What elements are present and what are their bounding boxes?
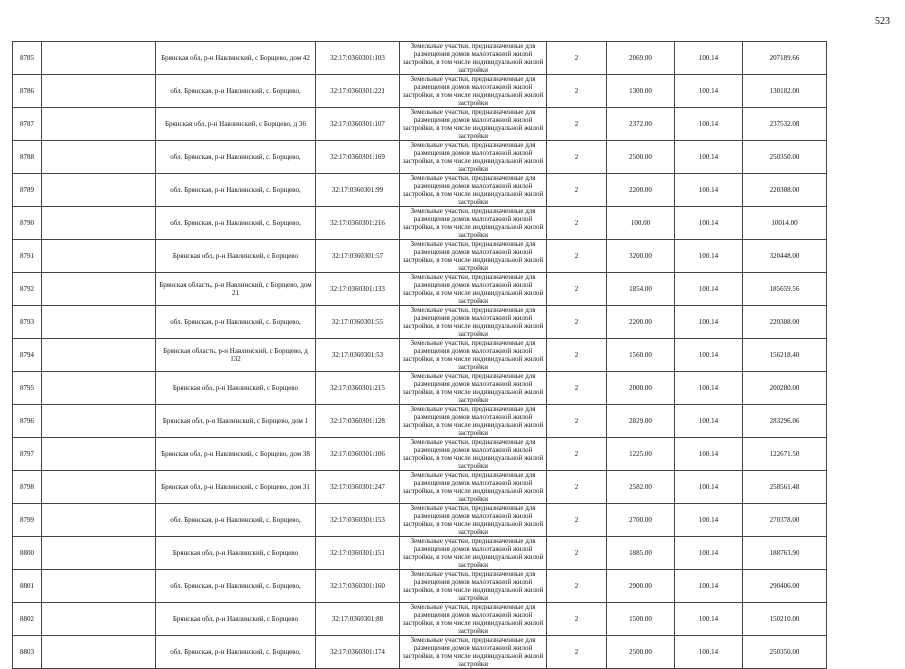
land-use-cell: Земельные участки, предназначенные для размещения домов малоэтажной жилой застройки, в том числе индивидуальной жилой застройки (400, 570, 547, 603)
address-cell: обл. Брянская, р-н Навлинский, с. Борщево, (156, 141, 316, 174)
address-cell: обл. Брянская, р-н Навлинский, с. Борщево, (156, 570, 316, 603)
row-number: 8797 (13, 438, 42, 471)
cadastral-value-cell: 150210.00 (743, 603, 827, 636)
row-number: 8796 (13, 405, 42, 438)
cadastral-number-cell: 32:17:0360301:106 (316, 438, 400, 471)
empty-column (42, 141, 156, 174)
address-cell: Брянская обл, р-н Навлинский, с Борщево (156, 603, 316, 636)
area-cell: 2582.00 (607, 471, 675, 504)
address-cell: Брянская обл, р-н Навлинский, с Борщево, д 36 (156, 108, 316, 141)
group-cell: 2 (547, 405, 607, 438)
cadastral-value-cell: 10014.00 (743, 207, 827, 240)
empty-column (42, 438, 156, 471)
cadastral-number-cell: 32:17:0360301:133 (316, 273, 400, 306)
cadastral-value-cell: 207189.66 (743, 42, 827, 75)
cadastral-value-cell: 250350.00 (743, 141, 827, 174)
table-row (13, 471, 827, 504)
address-cell: Брянская область, р-н Навлинский, с Борщево, дом 21 (156, 273, 316, 306)
empty-column (42, 108, 156, 141)
land-register-table (12, 41, 827, 669)
land-use-cell: Земельные участки, предназначенные для размещения домов малоэтажной жилой застройки, в том числе индивидуальной жилой застройки (400, 339, 547, 372)
cadastral-number-cell: 32:17:0360301:57 (316, 240, 400, 273)
cadastral-number-cell: 32:17:0360301:216 (316, 207, 400, 240)
cadastral-value-cell: 320448.00 (743, 240, 827, 273)
page-number: 523 (875, 16, 890, 27)
rate-cell: 100.14 (675, 174, 743, 207)
group-cell: 2 (547, 636, 607, 669)
row-number: 8792 (13, 273, 42, 306)
land-use-cell: Земельные участки, предназначенные для размещения домов малоэтажной жилой застройки, в том числе индивидуальной жилой застройки (400, 405, 547, 438)
rate-cell: 100.14 (675, 240, 743, 273)
empty-column (42, 207, 156, 240)
row-number: 8801 (13, 570, 42, 603)
empty-column (42, 405, 156, 438)
cadastral-number-cell: 32:17:0360301:55 (316, 306, 400, 339)
address-cell: Брянская область, р-н Навлинский, с Борщево, д 132 (156, 339, 316, 372)
group-cell: 2 (547, 174, 607, 207)
area-cell: 2200.00 (607, 306, 675, 339)
area-cell: 2700.00 (607, 504, 675, 537)
cadastral-number-cell: 32:17:0360301:247 (316, 471, 400, 504)
address-cell: обл. Брянская, р-н Навлинский, с. Борщево, (156, 207, 316, 240)
cadastral-value-cell: 185659.56 (743, 273, 827, 306)
group-cell: 2 (547, 438, 607, 471)
address-cell: Брянская обл, р-н Навлинский, с Борщево (156, 372, 316, 405)
cadastral-value-cell: 283296.06 (743, 405, 827, 438)
row-number: 8785 (13, 42, 42, 75)
rate-cell: 100.14 (675, 207, 743, 240)
area-cell: 2500.00 (607, 141, 675, 174)
empty-column (42, 339, 156, 372)
table-row (13, 570, 827, 603)
table-row (13, 636, 827, 669)
group-cell: 2 (547, 207, 607, 240)
row-number: 8802 (13, 603, 42, 636)
cadastral-number-cell: 32:17:0360301:169 (316, 141, 400, 174)
row-number: 8798 (13, 471, 42, 504)
cadastral-number-cell: 32:17:0360301:221 (316, 75, 400, 108)
rate-cell: 100.14 (675, 42, 743, 75)
cadastral-value-cell: 290406.00 (743, 570, 827, 603)
area-cell: 1225.00 (607, 438, 675, 471)
rate-cell: 100.14 (675, 636, 743, 669)
empty-column (42, 603, 156, 636)
rate-cell: 100.14 (675, 405, 743, 438)
land-use-cell: Земельные участки, предназначенные для размещения домов малоэтажной жилой застройки, в том числе индивидуальной жилой застройки (400, 372, 547, 405)
row-number: 8795 (13, 372, 42, 405)
cadastral-value-cell: 200280.00 (743, 372, 827, 405)
area-cell: 2829.00 (607, 405, 675, 438)
area-cell: 1885.00 (607, 537, 675, 570)
cadastral-number-cell: 32:17:0360301:215 (316, 372, 400, 405)
row-number: 8790 (13, 207, 42, 240)
cadastral-number-cell: 32:17:0360301:160 (316, 570, 400, 603)
group-cell: 2 (547, 504, 607, 537)
cadastral-value-cell: 220308.00 (743, 306, 827, 339)
rate-cell: 100.14 (675, 273, 743, 306)
row-number: 8803 (13, 636, 42, 669)
group-cell: 2 (547, 570, 607, 603)
cadastral-number-cell: 32:17:0360301:174 (316, 636, 400, 669)
rate-cell: 100.14 (675, 108, 743, 141)
table-row (13, 240, 827, 273)
rate-cell: 100.14 (675, 339, 743, 372)
address-cell: Брянская обл, р-н Навлинский, с Борщево, дом 31 (156, 471, 316, 504)
area-cell: 1854.00 (607, 273, 675, 306)
cadastral-number-cell: 32:17:0360301:128 (316, 405, 400, 438)
group-cell: 2 (547, 372, 607, 405)
land-use-cell: Земельные участки, предназначенные для размещения домов малоэтажной жилой застройки, в том числе индивидуальной жилой застройки (400, 438, 547, 471)
cadastral-number-cell: 32:17:0360301:107 (316, 108, 400, 141)
area-cell: 2900.00 (607, 570, 675, 603)
cadastral-number-cell: 32:17:0360301:99 (316, 174, 400, 207)
empty-column (42, 273, 156, 306)
table-row (13, 207, 827, 240)
address-cell: Брянская обл, р-н Навлинский, с Борщево, дом 1 (156, 405, 316, 438)
area-cell: 2500.00 (607, 636, 675, 669)
cadastral-number-cell: 32:17:0360301:153 (316, 504, 400, 537)
cadastral-value-cell: 130182.00 (743, 75, 827, 108)
row-number: 8800 (13, 537, 42, 570)
land-use-cell: Земельные участки, предназначенные для размещения домов малоэтажной жилой застройки, в том числе индивидуальной жилой застройки (400, 108, 547, 141)
empty-column (42, 504, 156, 537)
table-row (13, 504, 827, 537)
area-cell: 2372.00 (607, 108, 675, 141)
address-cell: обл. Брянская, р-н Навлинский, с. Борщево, (156, 75, 316, 108)
land-use-cell: Земельные участки, предназначенные для размещения домов малоэтажной жилой застройки, в том числе индивидуальной жилой застройки (400, 537, 547, 570)
cadastral-value-cell: 188763.90 (743, 537, 827, 570)
rate-cell: 100.14 (675, 471, 743, 504)
address-cell: обл. Брянская, р-н Навлинский, с. Борщево, (156, 636, 316, 669)
empty-column (42, 636, 156, 669)
area-cell: 2200.00 (607, 174, 675, 207)
rate-cell: 100.14 (675, 438, 743, 471)
rate-cell: 100.14 (675, 372, 743, 405)
empty-column (42, 471, 156, 504)
address-cell: обл. Брянская, р-н Навлинский, с. Борщево, (156, 306, 316, 339)
group-cell: 2 (547, 339, 607, 372)
cadastral-value-cell: 122671.50 (743, 438, 827, 471)
empty-column (42, 42, 156, 75)
land-use-cell: Земельные участки, предназначенные для размещения домов малоэтажной жилой застройки, в том числе индивидуальной жилой застройки (400, 207, 547, 240)
row-number: 8791 (13, 240, 42, 273)
cadastral-value-cell: 250350.00 (743, 636, 827, 669)
group-cell: 2 (547, 603, 607, 636)
group-cell: 2 (547, 273, 607, 306)
table-row (13, 537, 827, 570)
table-body (13, 42, 827, 669)
group-cell: 2 (547, 471, 607, 504)
address-cell: обл. Брянская, р-н Навлинский, с. Борщево, (156, 174, 316, 207)
address-cell: обл. Брянская, р-н Навлинский, с. Борщево, (156, 504, 316, 537)
cadastral-number-cell: 32:17:0360301:88 (316, 603, 400, 636)
area-cell: 2000.00 (607, 372, 675, 405)
cadastral-value-cell: 220308.00 (743, 174, 827, 207)
cadastral-value-cell: 156218.40 (743, 339, 827, 372)
cadastral-value-cell: 270378.00 (743, 504, 827, 537)
row-number: 8799 (13, 504, 42, 537)
rate-cell: 100.14 (675, 75, 743, 108)
rate-cell: 100.14 (675, 141, 743, 174)
row-number: 8786 (13, 75, 42, 108)
table-row (13, 108, 827, 141)
table-row (13, 174, 827, 207)
empty-column (42, 75, 156, 108)
rate-cell: 100.14 (675, 306, 743, 339)
cadastral-number-cell: 32:17:0360301:53 (316, 339, 400, 372)
address-cell: Брянская обл, р-н Навлинский, с Борщево (156, 537, 316, 570)
cadastral-value-cell: 237532.08 (743, 108, 827, 141)
area-cell: 100.00 (607, 207, 675, 240)
land-use-cell: Земельные участки, предназначенные для размещения домов малоэтажной жилой застройки, в том числе индивидуальной жилой застройки (400, 174, 547, 207)
table-row (13, 306, 827, 339)
group-cell: 2 (547, 306, 607, 339)
land-use-cell: Земельные участки, предназначенные для размещения домов малоэтажной жилой застройки, в том числе индивидуальной жилой застройки (400, 636, 547, 669)
row-number: 8789 (13, 174, 42, 207)
area-cell: 1300.00 (607, 75, 675, 108)
land-use-cell: Земельные участки, предназначенные для размещения домов малоэтажной жилой застройки, в том числе индивидуальной жилой застройки (400, 75, 547, 108)
rate-cell: 100.14 (675, 570, 743, 603)
table-row (13, 339, 827, 372)
cadastral-number-cell: 32:17:0360301:151 (316, 537, 400, 570)
rate-cell: 100.14 (675, 603, 743, 636)
table-row (13, 273, 827, 306)
land-use-cell: Земельные участки, предназначенные для размещения домов малоэтажной жилой застройки, в том числе индивидуальной жилой застройки (400, 471, 547, 504)
group-cell: 2 (547, 108, 607, 141)
table-row (13, 603, 827, 636)
table-row (13, 372, 827, 405)
row-number: 8787 (13, 108, 42, 141)
group-cell: 2 (547, 141, 607, 174)
land-use-cell: Земельные участки, предназначенные для размещения домов малоэтажной жилой застройки, в том числе индивидуальной жилой застройки (400, 273, 547, 306)
group-cell: 2 (547, 42, 607, 75)
table-row (13, 141, 827, 174)
area-cell: 2069.00 (607, 42, 675, 75)
address-cell: Брянская обл, р-н Навлинский, с Борщево, дом 38 (156, 438, 316, 471)
empty-column (42, 306, 156, 339)
land-use-cell: Земельные участки, предназначенные для размещения домов малоэтажной жилой застройки, в том числе индивидуальной жилой застройки (400, 141, 547, 174)
table-row (13, 438, 827, 471)
group-cell: 2 (547, 75, 607, 108)
empty-column (42, 372, 156, 405)
area-cell: 1560.00 (607, 339, 675, 372)
land-use-cell: Земельные участки, предназначенные для размещения домов малоэтажной жилой застройки, в том числе индивидуальной жилой застройки (400, 306, 547, 339)
cadastral-number-cell: 32:17:0360301:103 (316, 42, 400, 75)
group-cell: 2 (547, 240, 607, 273)
row-number: 8793 (13, 306, 42, 339)
row-number: 8788 (13, 141, 42, 174)
rate-cell: 100.14 (675, 504, 743, 537)
empty-column (42, 174, 156, 207)
area-cell: 1500.00 (607, 603, 675, 636)
address-cell: Брянская обл, р-н Навлинский, с Борщево, дом 42 (156, 42, 316, 75)
address-cell: Брянская обл, р-н Навлинский, с Борщево (156, 240, 316, 273)
rate-cell: 100.14 (675, 537, 743, 570)
table-row (13, 405, 827, 438)
empty-column (42, 570, 156, 603)
empty-column (42, 537, 156, 570)
cadastral-value-cell: 258561.48 (743, 471, 827, 504)
land-use-cell: Земельные участки, предназначенные для размещения домов малоэтажной жилой застройки, в том числе индивидуальной жилой застройки (400, 240, 547, 273)
table-row (13, 42, 827, 75)
land-use-cell: Земельные участки, предназначенные для размещения домов малоэтажной жилой застройки, в том числе индивидуальной жилой застройки (400, 603, 547, 636)
land-use-cell: Земельные участки, предназначенные для размещения домов малоэтажной жилой застройки, в том числе индивидуальной жилой застройки (400, 42, 547, 75)
area-cell: 3200.00 (607, 240, 675, 273)
land-use-cell: Земельные участки, предназначенные для размещения домов малоэтажной жилой застройки, в том числе индивидуальной жилой застройки (400, 504, 547, 537)
table-row (13, 75, 827, 108)
group-cell: 2 (547, 537, 607, 570)
row-number: 8794 (13, 339, 42, 372)
empty-column (42, 240, 156, 273)
